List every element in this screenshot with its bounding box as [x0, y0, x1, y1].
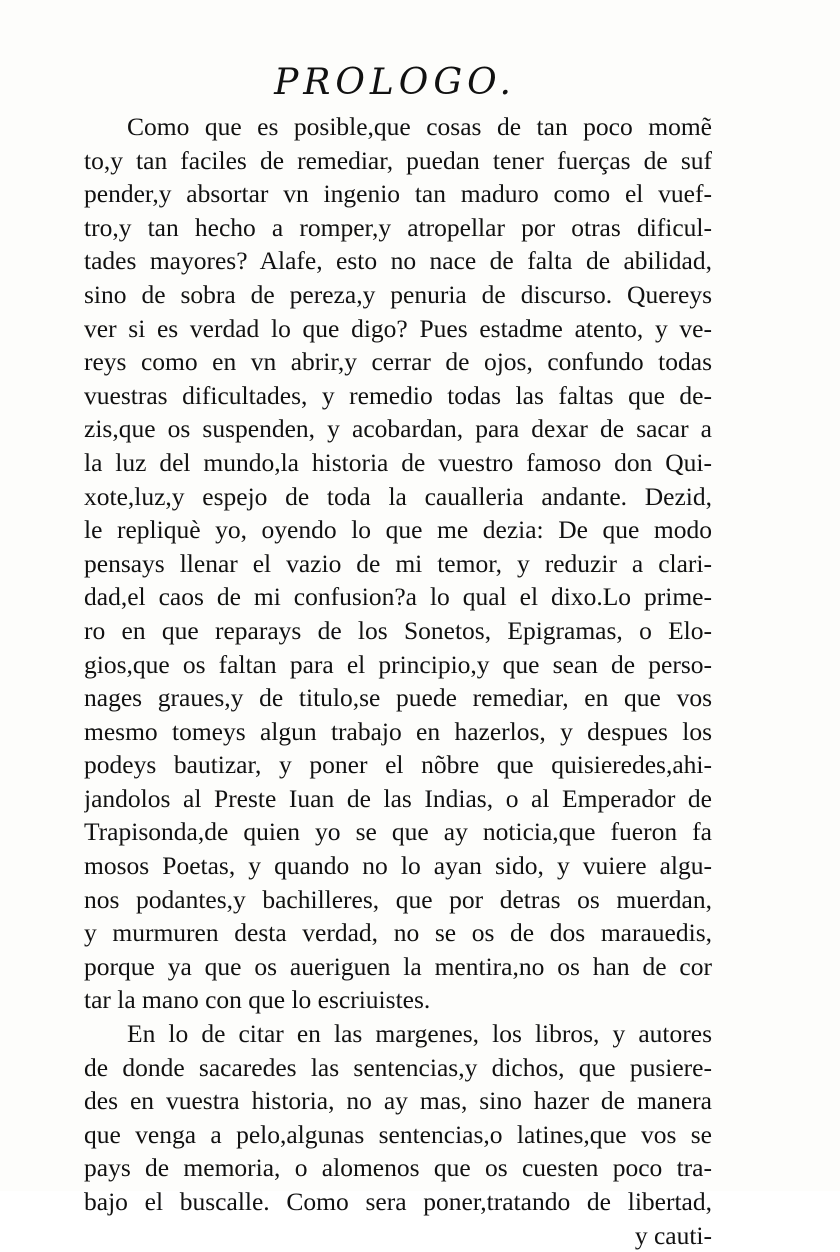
text-line: le repliquè yo, oyendo lo que me dezia: De que modo: [84, 515, 712, 545]
text-line: pays de memoria, o alomenos que os cuesten poco tra-: [84, 1153, 712, 1183]
text-line: reys como en vn abrir,y cerrar de ojos, confundo todas: [84, 347, 712, 377]
text-line: Como que es posible,que cosas de tan poco momẽ: [127, 112, 712, 141]
text-line: nages graues,y de titulo,se puede remediar, en que vos: [84, 683, 712, 713]
text-line: de donde sacaredes las sentencias,y dichos, que pusiere-: [84, 1052, 712, 1082]
text-line: mosos Poetas, y quando no lo ayan sido, y vuiere algu-: [84, 851, 712, 881]
text-line: jandolos al Preste Iuan de las Indias, o al Emperador de: [84, 783, 712, 813]
text-line: ro en que reparays de los Sonetos, Epigramas, o Elo-: [84, 615, 712, 645]
text-line: zis,que os suspenden, y acobardan, para dexar de sacar a: [84, 414, 712, 444]
text-line: nos podantes,y bachilleres, que por detras os muerdan,: [84, 884, 712, 914]
text-line: En lo de citar en las margenes, los libros, y autores: [127, 1019, 712, 1049]
text-line: sino de sobra de pereza,y penuria de discurso. Quereys: [84, 279, 712, 309]
text-line: dad,el caos de mi confusion?a lo qual el dixo.Lo prime-: [84, 582, 712, 612]
text-line: tro,y tan hecho a romper,y atropellar por otras dificul-: [84, 212, 712, 242]
text-line: la luz del mundo,la historia de vuestro famoso don Qui-: [84, 447, 712, 477]
text-line: vuestras dificultades, y remedio todas las faltas que de-: [84, 380, 712, 410]
text-line: tar la mano con que lo escriuistes.: [84, 985, 431, 1015]
text-line: des en vuestra historia, no ay mas, sino hazer de manera: [84, 1086, 712, 1116]
page-title: PROLOGO.: [274, 62, 516, 103]
text-line: tades mayores? Alafe, esto no nace de falta de abilidad,: [84, 246, 712, 276]
text-line: bajo el buscalle. Como sera poner,tratando de libertad,: [84, 1187, 712, 1216]
text-line: y murmuren desta verdad, no se os de dos marauedis,: [84, 918, 712, 948]
text-line: to,y tan faciles de remediar, puedan tener fuerças de suf: [84, 145, 712, 175]
text-line: Trapisonda,de quien yo se que ay noticia,que fueron fa: [84, 817, 712, 847]
text-line: pensays llenar el vazio de mi temor, y reduzir a clari-: [84, 548, 712, 578]
text-line: pender,y absortar vn ingenio tan maduro como el vuef-: [84, 179, 712, 209]
text-line: que venga a pelo,algunas sentencias,o latines,que vos se: [84, 1119, 712, 1149]
text-line: podeys bautizar, y poner el nõbre que quisieredes,ahi-: [84, 750, 712, 780]
text-line: mesmo tomeys algun trabajo en hazerlos, y despues los: [84, 716, 712, 746]
text-line: ver si es verdad lo que digo? Pues estadme atento, y ve-: [84, 313, 712, 343]
text-line: gios,que os faltan para el principio,y que sean de perso-: [84, 649, 712, 679]
body-text: [84, 110, 712, 1252]
catchword: y cauti-: [634, 1220, 712, 1250]
text-line: xote,luz,y espejo de toda la caualleria andante. Dezid,: [84, 481, 712, 511]
text-line: porque ya que os aueriguen la mentira,no os han de cor: [84, 951, 712, 981]
